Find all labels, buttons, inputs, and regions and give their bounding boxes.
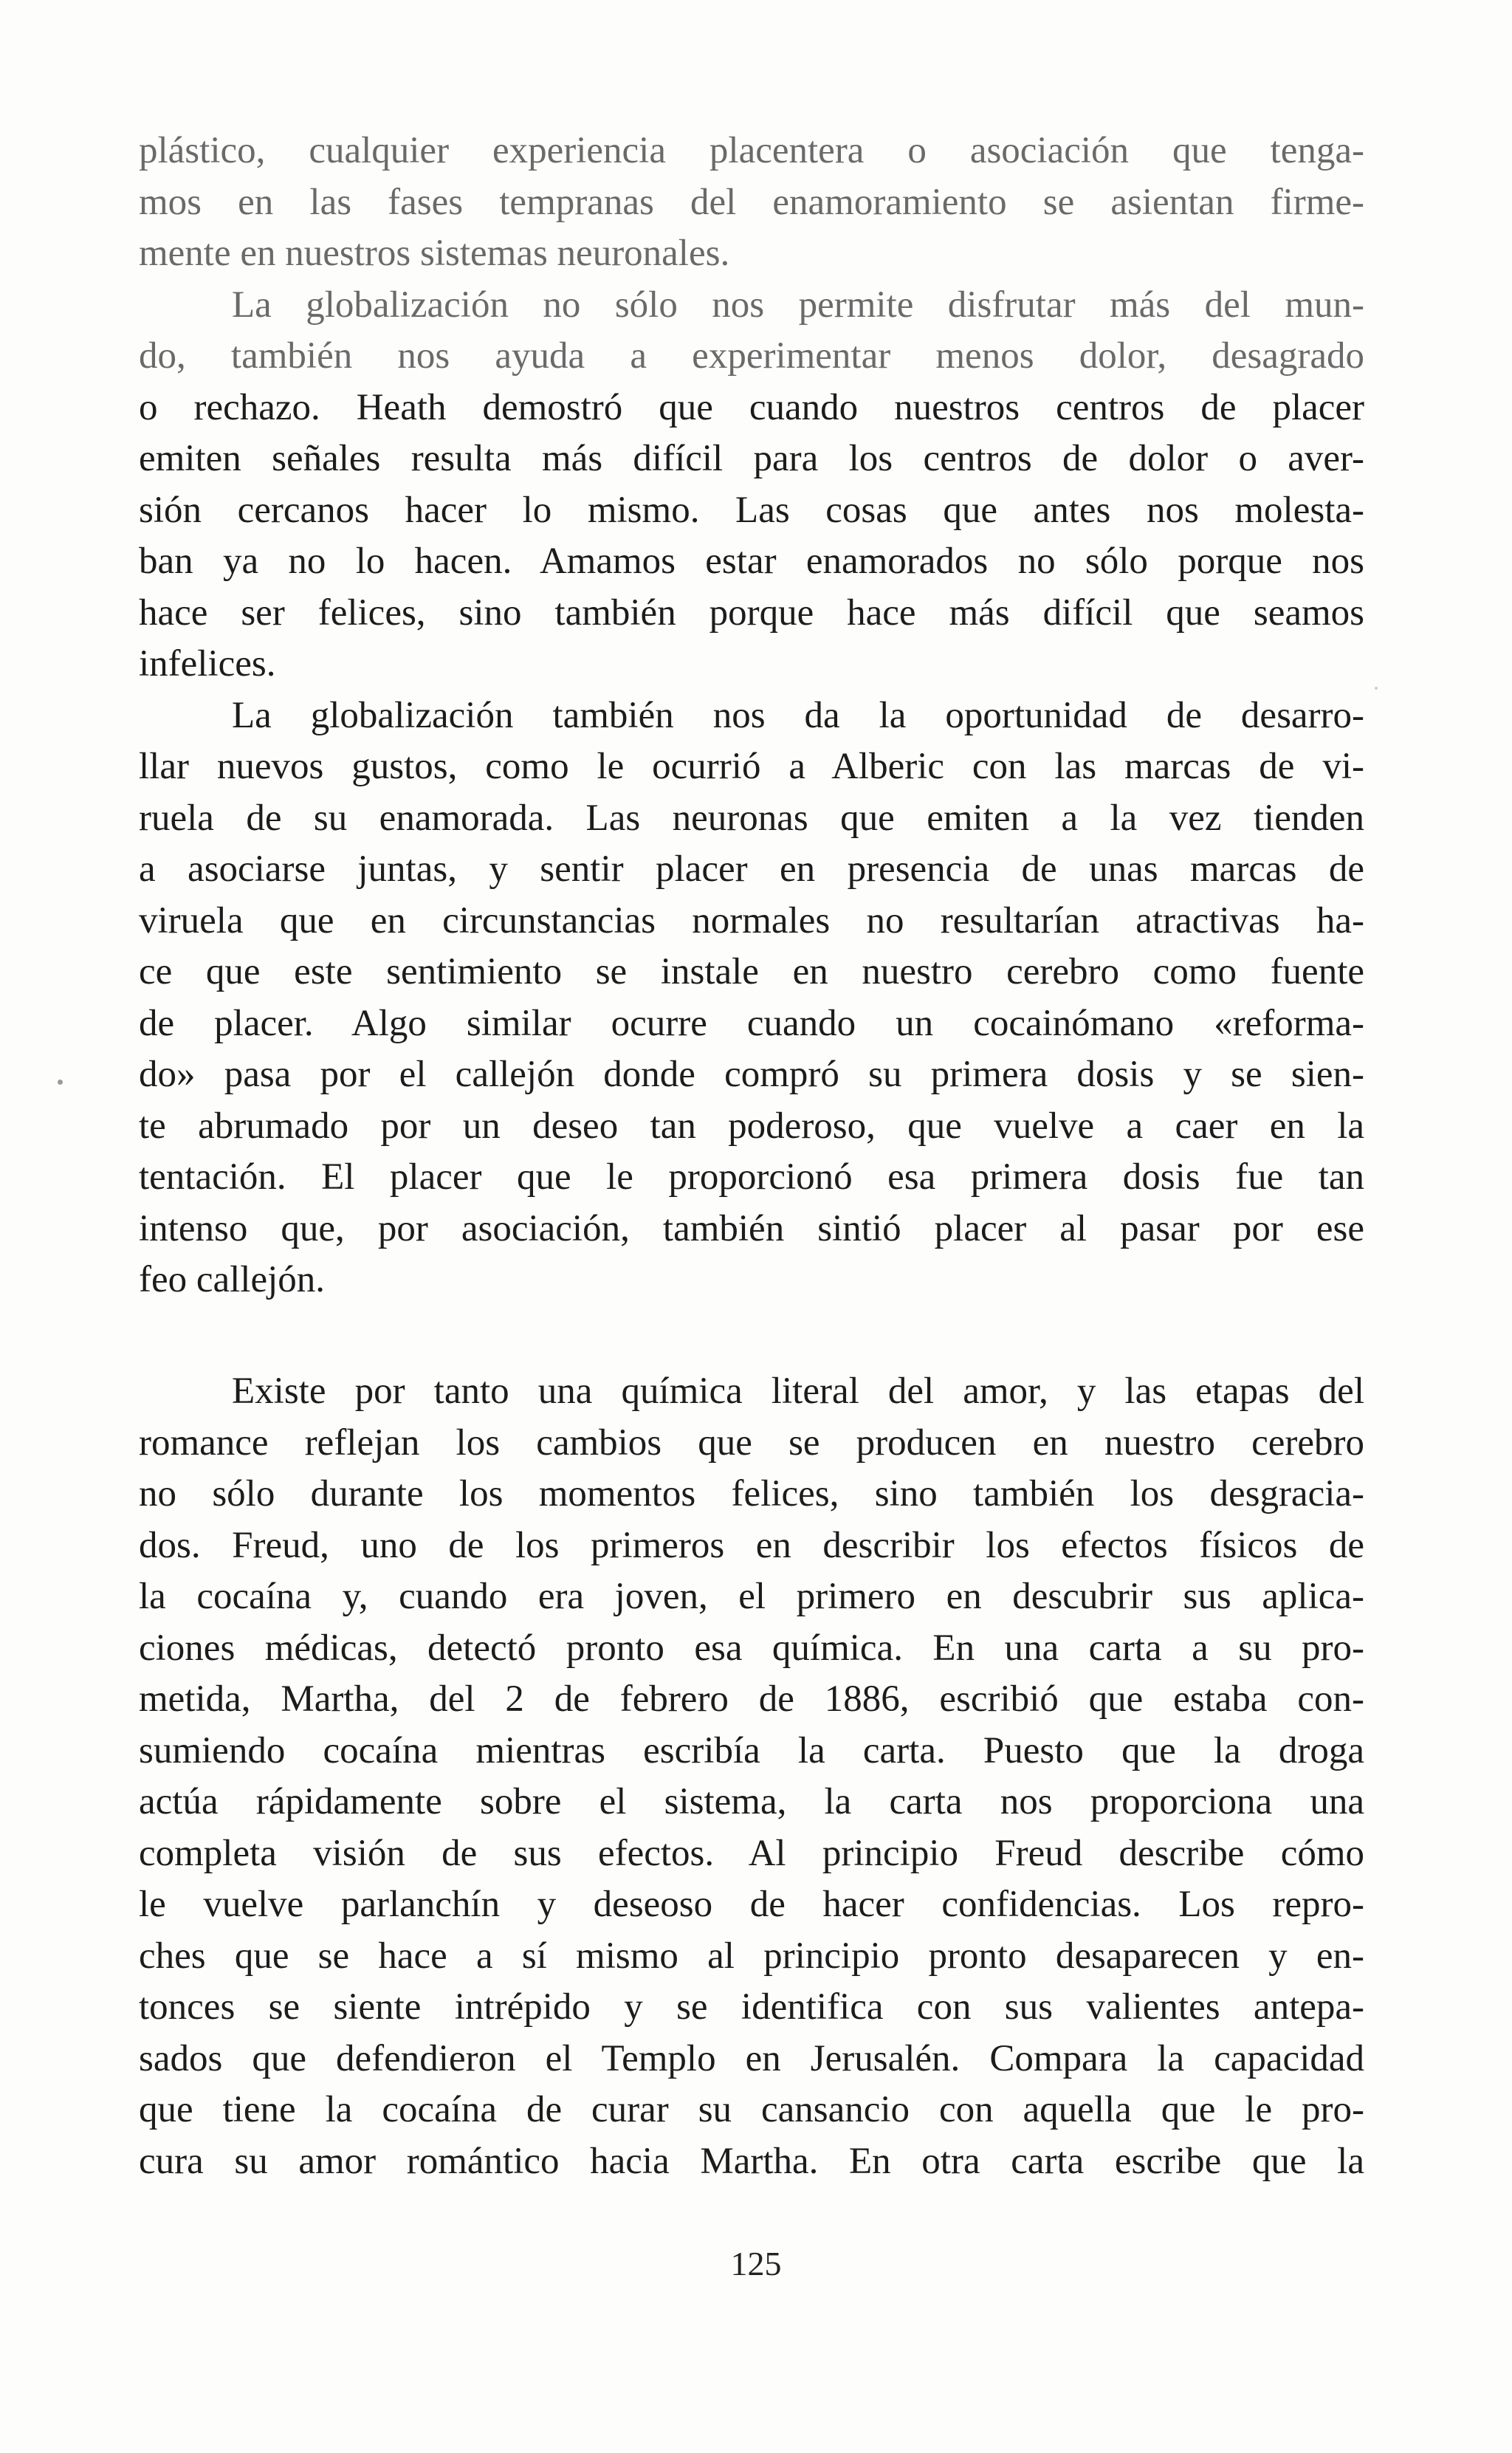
paragraph-start-line: La globalización no sólo nos permite disfrutar más del mun- bbox=[232, 284, 1364, 326]
text-line: do» pasa por el callejón donde compró su primera dosis y se sien- bbox=[139, 1054, 1364, 1095]
text-line: ches que se hace a sí mismo al principio pronto desaparecen y en- bbox=[139, 1935, 1364, 1977]
text-line: ruela de su enamorada. Las neuronas que emiten a la vez tienden bbox=[139, 797, 1364, 839]
text-block-upper bbox=[139, 126, 1364, 1306]
page-number: 125 bbox=[730, 2245, 782, 2282]
paragraph-start-line: La globalización también nos da la oportunidad de desarro- bbox=[232, 694, 1364, 736]
scan-speck bbox=[58, 1080, 63, 1085]
text-line: tonces se siente intrépido y se identifica con sus valientes antepa- bbox=[139, 1986, 1364, 2028]
text-line: sión cercanos hacer lo mismo. Las cosas que antes nos molesta- bbox=[139, 489, 1364, 531]
paragraph-start-line: Existe por tanto una química literal del amor, y las etapas del bbox=[232, 1370, 1364, 1412]
text-line: ce que este sentimiento se instale en nuestro cerebro como fuente bbox=[139, 951, 1364, 992]
text-line: viruela que en circunstancias normales no resultarían atractivas ha- bbox=[139, 899, 1364, 941]
text-line: infelices. bbox=[139, 643, 276, 685]
text-line: sumiendo cocaína mientras escribía la carta. Puesto que la droga bbox=[139, 1729, 1364, 1771]
text-line: metida, Martha, del 2 de febrero de 1886, escribió que estaba con- bbox=[139, 1678, 1364, 1720]
text-line: feo callejón. bbox=[139, 1259, 326, 1300]
text-line: ban ya no lo hacen. Amamos estar enamorados no sólo porque nos bbox=[139, 541, 1364, 582]
text-line: a asociarse juntas, y sentir placer en presencia de unas marcas de bbox=[139, 848, 1364, 890]
text-line: actúa rápidamente sobre el sistema, la carta nos proporciona una bbox=[139, 1781, 1364, 1822]
text-line: mos en las fases tempranas del enamoramiento se asientan firme- bbox=[139, 181, 1364, 223]
text-line: plástico, cualquier experiencia placentera o asociación que tenga- bbox=[139, 130, 1364, 171]
text-line: sados que defendieron el Templo en Jerusalén. Compara la capacidad bbox=[139, 2037, 1364, 2079]
text-line: tentación. El placer que le proporcionó esa primera dosis fue tan bbox=[139, 1156, 1364, 1198]
text-line: que tiene la cocaína de curar su cansancio con aquella que le pro- bbox=[139, 2089, 1364, 2130]
text-line: la cocaína y, cuando era joven, el primero en descubrir sus aplica- bbox=[139, 1576, 1364, 1617]
text-line: cura su amor romántico hacia Martha. En otra carta escribe que la bbox=[139, 2140, 1364, 2182]
text-line: o rechazo. Heath demostró que cuando nuestros centros de placer bbox=[139, 386, 1364, 428]
text-line: le vuelve parlanchín y deseoso de hacer confidencias. Los repro- bbox=[139, 1884, 1364, 1925]
text-line: de placer. Algo similar ocurre cuando un cocainómano «reforma- bbox=[139, 1002, 1364, 1044]
text-line: completa visión de sus efectos. Al principio Freud describe cómo bbox=[139, 1832, 1364, 1874]
text-line: no sólo durante los momentos felices, sino también los desgracia- bbox=[139, 1473, 1364, 1514]
text-line: hace ser felices, sino también porque hace más difícil que seamos bbox=[139, 591, 1364, 634]
text-line: romance reflejan los cambios que se producen en nuestro cerebro bbox=[139, 1421, 1364, 1464]
text-line: llar nuevos gustos, como le ocurrió a Alberic con las marcas de vi- bbox=[139, 746, 1364, 787]
scan-speck bbox=[1375, 687, 1378, 690]
text-line: mente en nuestros sistemas neuronales. bbox=[139, 233, 730, 274]
text-block-lower bbox=[139, 1366, 1364, 2187]
text-line: ciones médicas, detectó pronto esa química. En una carta a su pro- bbox=[139, 1627, 1364, 1669]
text-line: intenso que, por asociación, también sintió placer al pasar por ese bbox=[139, 1207, 1364, 1249]
text-line: do, también nos ayuda a experimentar menos dolor, desagrado bbox=[139, 335, 1364, 377]
text-line: dos. Freud, uno de los primeros en describir los efectos físicos de bbox=[139, 1524, 1364, 1566]
text-line: te abrumado por un deseo tan poderoso, que vuelve a caer en la bbox=[139, 1105, 1364, 1147]
text-line: emiten señales resulta más difícil para los centros de dolor o aver- bbox=[139, 438, 1364, 479]
